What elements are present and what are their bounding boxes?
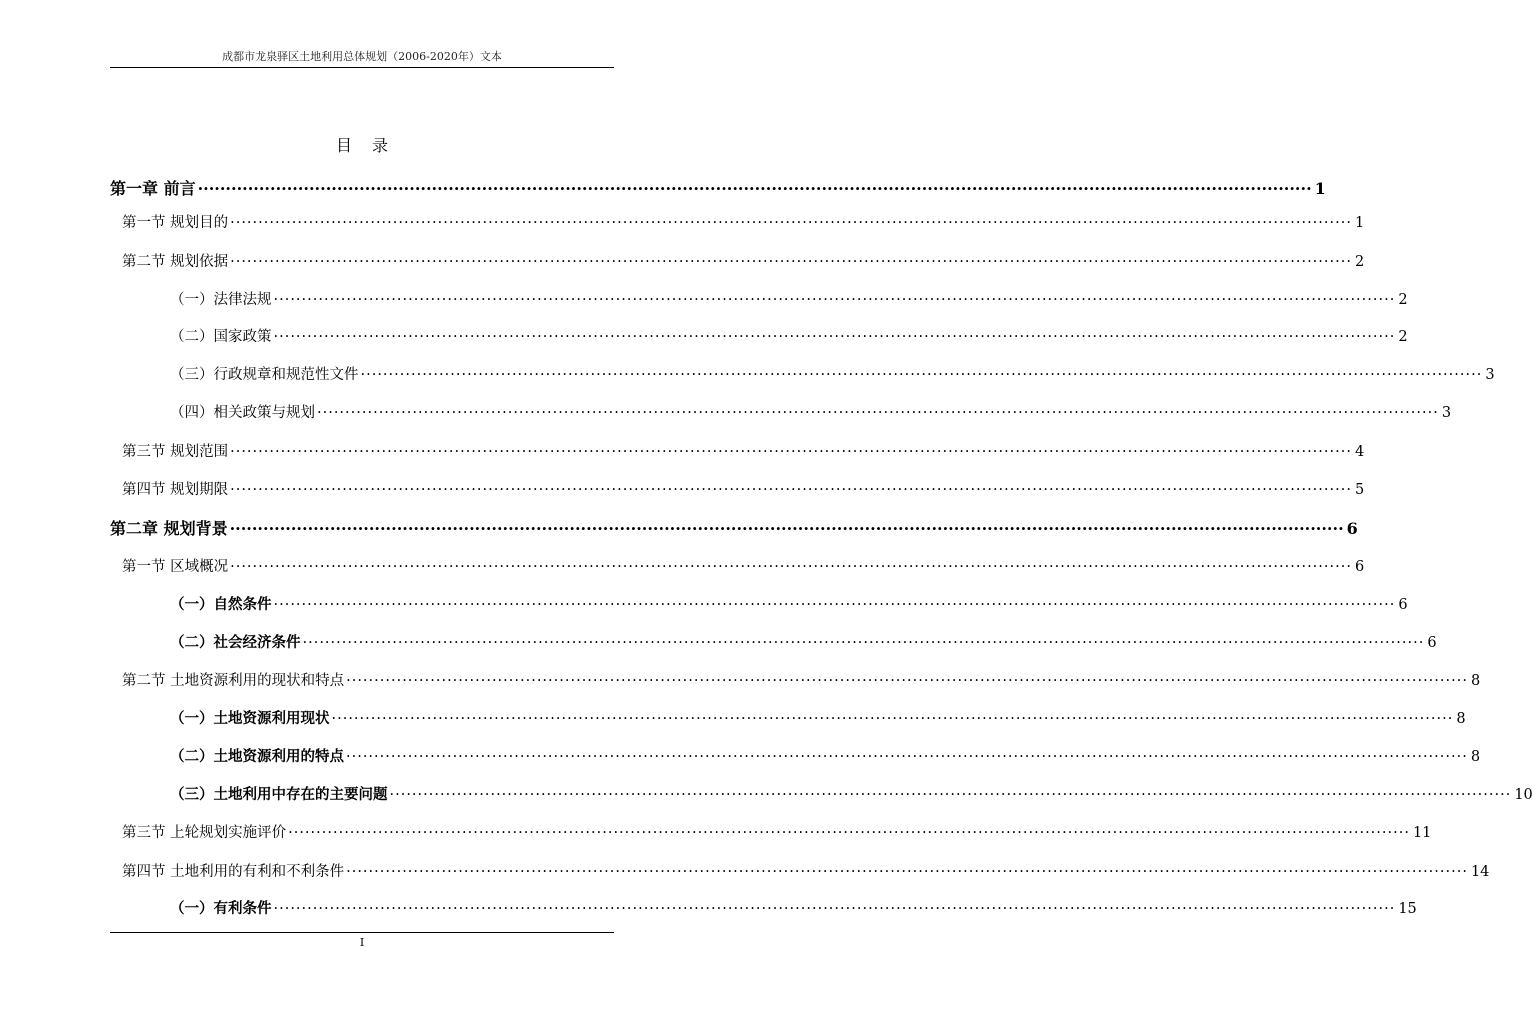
toc-entry-page-number: 10	[1514, 787, 1533, 803]
toc-entry[interactable]	[110, 516, 1358, 538]
toc-entry-page-number: 1	[1314, 179, 1326, 198]
toc-entry-page-number: 3	[1485, 367, 1495, 383]
toc-dot-leader: ········································································································································································································	[346, 864, 1468, 880]
toc-dot-leader: ········································································································································································································	[230, 482, 1352, 498]
toc-entry-label: 第二节 土地资源利用的现状和特点	[122, 673, 345, 689]
toc-entry-page-number: 15	[1398, 901, 1417, 917]
footer-divider	[110, 932, 614, 933]
toc-dot-leader: ········································································································································································································	[229, 519, 1344, 538]
toc-dot-leader: ········································································································································································································	[346, 673, 1468, 689]
toc-entry[interactable]	[170, 593, 1408, 613]
toc-entry[interactable]	[122, 555, 1365, 575]
toc-entry-label: 第一章 前言	[110, 179, 196, 198]
toc-dot-leader: ········································································································································································································	[230, 254, 1352, 270]
toc-entry-label: （四）相关政策与规划	[170, 405, 315, 421]
toc-entry-label: （一）有利条件	[170, 900, 272, 917]
toc-dot-leader: ········································································································································································································	[273, 329, 1396, 345]
toc-entry-label: （三）行政规章和规范性文件	[170, 367, 359, 383]
toc-dot-leader: ········································································································································································································	[273, 292, 1396, 308]
toc-entry-page-number: 6	[1354, 559, 1365, 575]
toc-dot-leader: ········································································································································································································	[273, 901, 1396, 917]
toc-entry-label: （一）法律法规	[170, 292, 272, 308]
toc-dot-leader: ········································································································································································································	[331, 711, 1454, 727]
toc-entry-label: 第四节 规划期限	[122, 482, 229, 498]
toc-entry-label: 第四节 土地利用的有利和不利条件	[122, 864, 345, 880]
toc-entry-label: （二）国家政策	[170, 329, 272, 345]
toc-entry[interactable]	[122, 211, 1365, 231]
toc-entry-page-number: 11	[1412, 825, 1432, 841]
toc-entry-label: （一）土地资源利用现状	[170, 710, 330, 727]
toc-dot-leader: ········································································································································································································	[273, 597, 1396, 613]
toc-entry-label: （一）自然条件	[170, 596, 272, 613]
toc-entry-page-number: 6	[1427, 635, 1437, 651]
toc-entry[interactable]	[170, 783, 1533, 803]
page-number: I	[359, 936, 365, 949]
toc-entry[interactable]	[170, 363, 1495, 383]
toc-entry-page-number: 6	[1346, 519, 1358, 538]
toc-dot-leader: ········································································································································································································	[302, 635, 1425, 651]
toc-entry-page-number: 2	[1354, 254, 1365, 270]
toc-entry-page-number: 1	[1354, 215, 1365, 231]
toc-entry[interactable]	[122, 440, 1365, 460]
toc-dot-leader: ········································································································································································································	[288, 825, 1410, 841]
toc-entry-label: 第三节 规划范围	[122, 444, 229, 460]
toc-entry-page-number: 6	[1398, 597, 1408, 613]
toc-entry[interactable]	[122, 250, 1365, 270]
toc-title: 目录	[335, 136, 408, 155]
toc-entry-page-number: 4	[1354, 444, 1365, 460]
toc-entry-label: 第三节 上轮规划实施评价	[122, 825, 287, 841]
toc-entry-label: 第二节 规划依据	[122, 254, 229, 270]
toc-dot-leader: ········································································································································································································	[197, 179, 1312, 198]
toc-entry-label: 第一节 区域概况	[122, 559, 229, 575]
toc-entry-label: 第二章 规划背景	[110, 519, 228, 538]
toc-entry[interactable]	[170, 325, 1408, 345]
toc-entry-page-number: 8	[1470, 673, 1481, 689]
toc-entry[interactable]	[170, 745, 1481, 765]
toc-entry[interactable]	[170, 897, 1417, 917]
toc-entry-label: （二）土地资源利用的特点	[170, 748, 344, 765]
toc-entry[interactable]	[170, 288, 1408, 308]
toc-entry-page-number: 3	[1441, 405, 1452, 421]
toc-entry-label: （二）社会经济条件	[170, 634, 301, 651]
toc-dot-leader: ········································································································································································································	[346, 749, 1468, 765]
toc-entry[interactable]	[170, 631, 1437, 651]
toc-entry[interactable]	[110, 176, 1326, 198]
toc-dot-leader: ········································································································································································································	[230, 444, 1352, 460]
toc-dot-leader: ········································································································································································································	[360, 367, 1483, 383]
toc-entry[interactable]	[122, 478, 1365, 498]
toc-entry-page-number: 2	[1398, 329, 1408, 345]
toc-entry-label: 第一节 规划目的	[122, 215, 229, 231]
toc-entry[interactable]	[122, 669, 1481, 689]
toc-dot-leader: ········································································································································································································	[317, 405, 1439, 421]
toc-entry[interactable]	[170, 707, 1466, 727]
toc-entry-page-number: 5	[1354, 482, 1365, 498]
toc-entry-page-number: 8	[1470, 749, 1481, 765]
toc-entry-label: （三）土地利用中存在的主要问题	[170, 786, 388, 803]
toc-dot-leader: ········································································································································································································	[230, 559, 1352, 575]
page-header: 成都市龙泉驿区土地利用总体规划（2006-2020年）文本	[222, 50, 502, 63]
toc-entry-page-number: 14	[1470, 864, 1490, 880]
toc-entry-page-number: 2	[1398, 292, 1408, 308]
toc-dot-leader: ········································································································································································································	[230, 215, 1352, 231]
toc-entry[interactable]	[122, 860, 1490, 880]
toc-dot-leader: ········································································································································································································	[389, 787, 1512, 803]
toc-entry[interactable]	[122, 821, 1432, 841]
toc-entry[interactable]	[170, 401, 1452, 421]
toc-entry-page-number: 8	[1456, 711, 1466, 727]
